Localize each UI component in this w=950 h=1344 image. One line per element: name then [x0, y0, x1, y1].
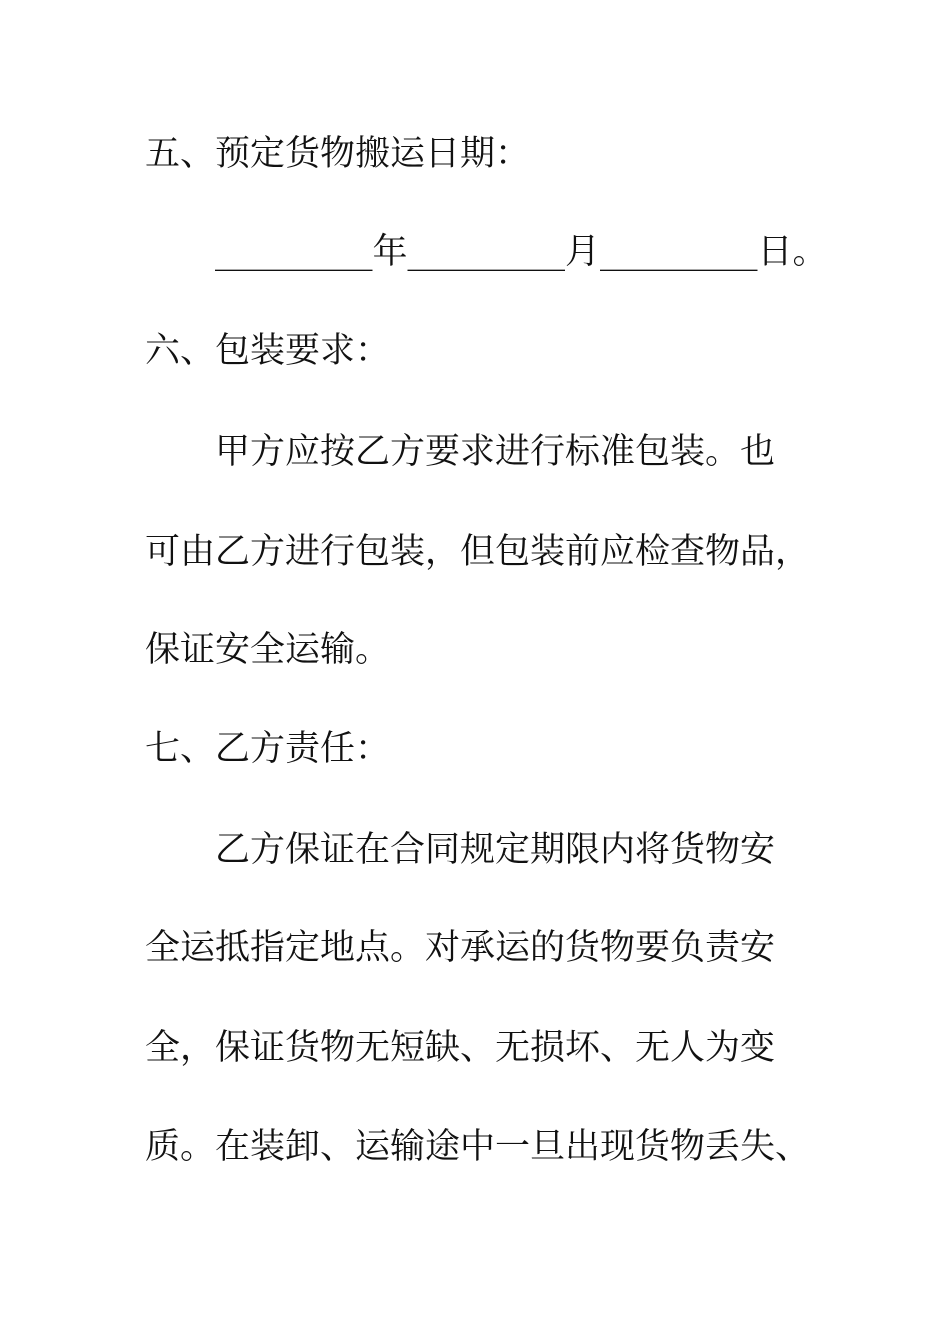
responsibility-paragraph-line-2: 全运抵指定地点。对承运的货物要负责安	[145, 928, 776, 968]
section-7-heading: 七、乙方责任：	[145, 729, 391, 769]
section-5-heading: 五、预定货物搬运日期：	[145, 134, 531, 174]
packaging-paragraph-line-3: 保证安全运输。	[145, 630, 391, 670]
responsibility-paragraph-line-4: 质。在装卸、运输途中一旦出现货物丢失、	[145, 1127, 811, 1167]
responsibility-paragraph-line-3: 全，保证货物无短缺、无损坏、无人为变	[145, 1028, 776, 1068]
responsibility-paragraph-line-1: 乙方保证在合同规定期限内将货物安	[215, 830, 776, 870]
section-6-heading: 六、包装要求：	[145, 331, 391, 371]
packaging-paragraph-line-2: 可由乙方进行包装，但包装前应检查物品，	[145, 532, 811, 572]
packaging-paragraph-line-1: 甲方应按乙方要求进行标准包装。也	[215, 432, 776, 472]
moving-date-blanks: _________年_________月_________日。	[215, 232, 828, 272]
